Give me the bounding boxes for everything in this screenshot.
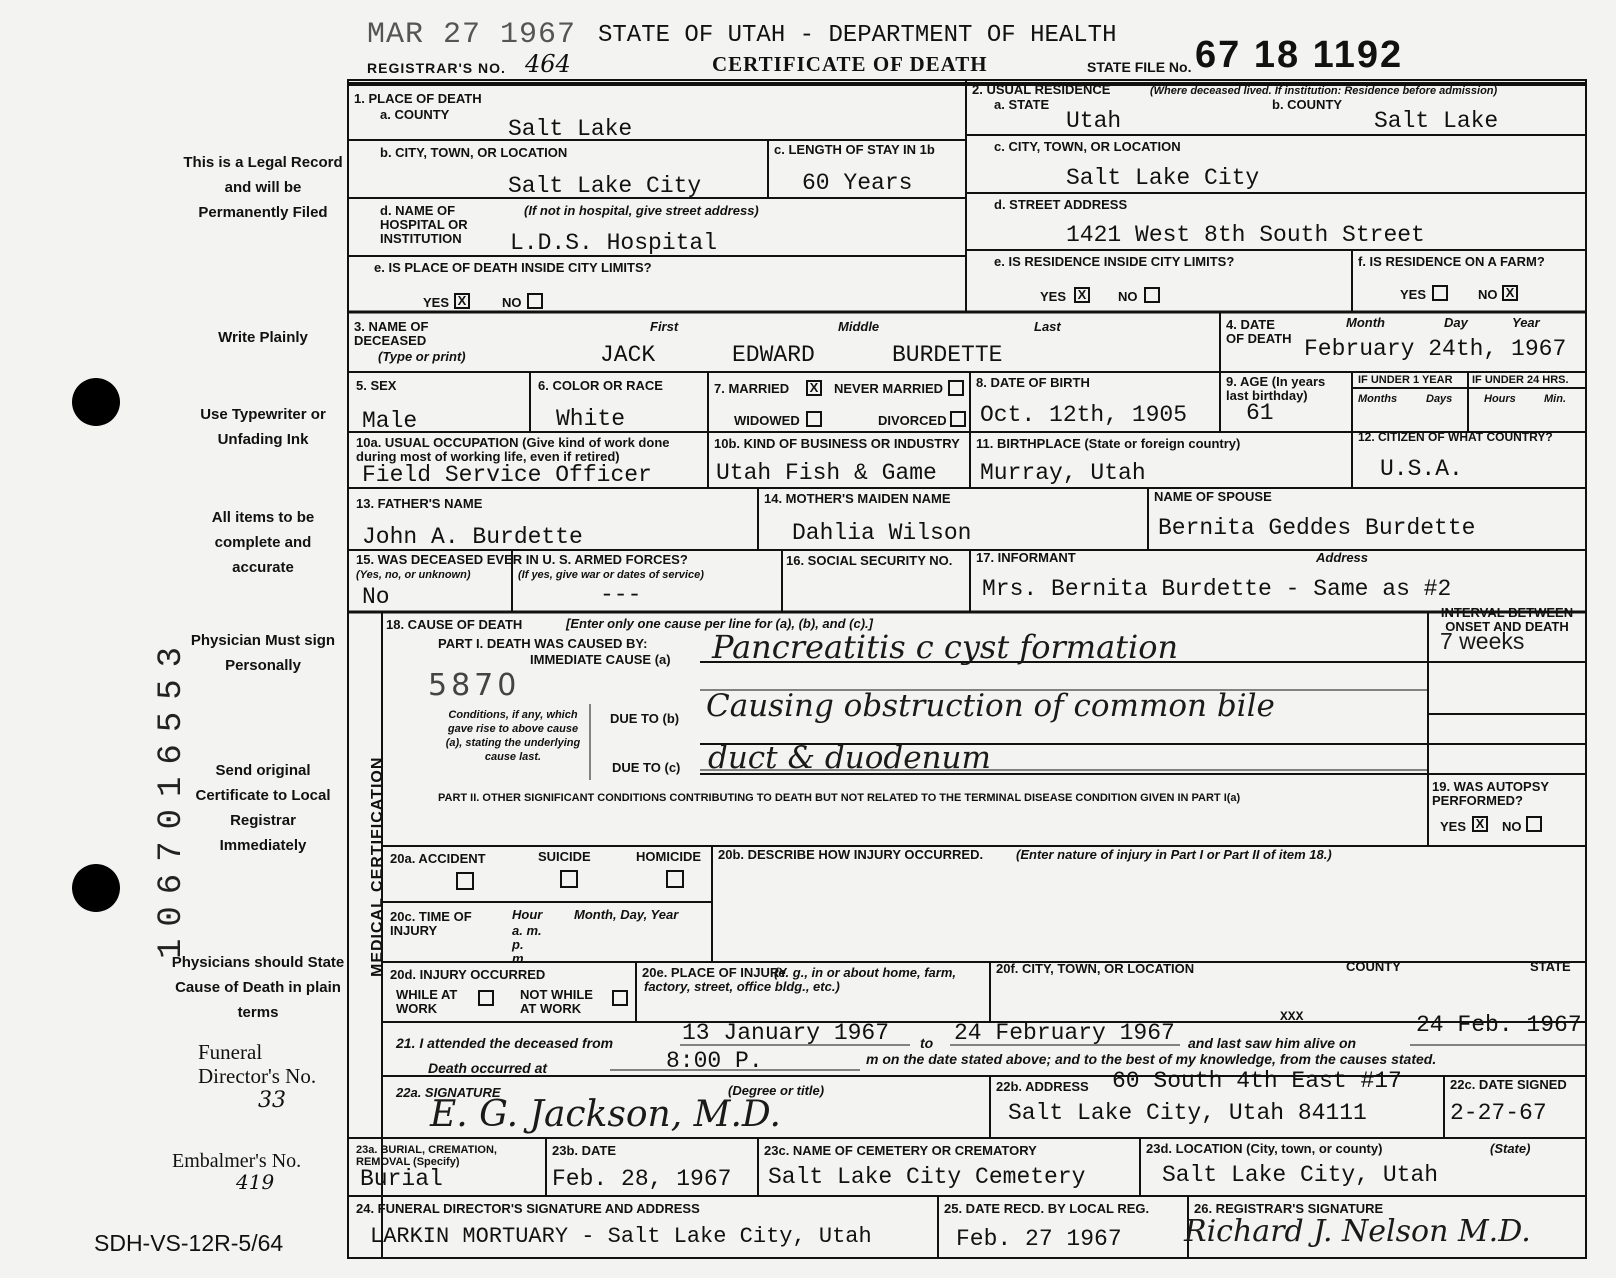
birthplace: Murray, Utah: [980, 460, 1146, 486]
widowed-label: WIDOWED: [734, 413, 800, 428]
middle-name-label: Middle: [838, 319, 880, 334]
mother-label: 14. MOTHER'S MAIDEN NAME: [764, 491, 951, 506]
disposition-label: 23a. BURIAL, CREMATION, REMOVAL (Specify): [356, 1144, 497, 1168]
disposition: Burial: [360, 1166, 443, 1192]
medical-certification-label: MEDICAL CERTIFICATION: [369, 756, 386, 977]
due-to-c: duct & duodenum: [708, 740, 991, 776]
typed-xxx: XXX: [1280, 1009, 1304, 1024]
sidebar-typewriter: Use Typewriter or Unfading Ink: [200, 406, 326, 448]
cemetery: Salt Lake City Cemetery: [768, 1164, 1086, 1190]
sidebar-cause-plain: Physicians should State Cause of Death in plain terms: [171, 954, 345, 1021]
middle-name: EDWARD: [732, 342, 815, 368]
race: White: [556, 406, 626, 432]
not-while-at-work-label: NOT WHILE AT WORK: [520, 987, 593, 1016]
injury-county-label: COUNTY: [1346, 959, 1401, 974]
injury-date-label: Month, Day, Year: [574, 907, 679, 922]
informant-label: 17. INFORMANT: [976, 550, 1076, 565]
first-name-label: First: [650, 319, 679, 334]
divorced-label: DIVORCED: [878, 413, 947, 428]
race-label: 6. COLOR OR RACE: [538, 378, 663, 393]
sidebar-legal: This is a Legal Record and will be Permanently Filed: [183, 154, 343, 221]
embalmer-no: 419: [236, 1170, 275, 1194]
residence-state-label: a. STATE: [994, 97, 1050, 112]
name-type-note: (Type or print): [378, 349, 466, 364]
armed-forces-dates: ---: [600, 582, 642, 608]
ssn-label: 16. SOCIAL SECURITY NO.: [786, 553, 953, 568]
accident-checkbox[interactable]: [456, 872, 474, 890]
cause-of-death-note: [Enter only one cause per line for (a), (b), and (c).]: [566, 616, 873, 631]
hours-label: Hours: [1484, 393, 1516, 405]
residence-limits-no-checkbox[interactable]: [1144, 287, 1160, 303]
name-of-deceased-label: 3. NAME OF DECEASED: [354, 319, 429, 348]
degree-label: (Degree or title): [728, 1083, 825, 1098]
minutes-label: Min.: [1544, 393, 1566, 405]
describe-injury-label: 20b. DESCRIBE HOW INJURY OCCURRED.: [718, 847, 984, 862]
residence-city-label: c. CITY, TOWN, OR LOCATION: [994, 139, 1181, 154]
married-label: 7. MARRIED: [714, 381, 790, 396]
ampm-label: a. m. p. m.: [512, 923, 542, 966]
residence-label: 2. USUAL RESIDENCE: [972, 82, 1111, 97]
sidebar-send-original: Send original Certificate to Local Registrar Immediately: [195, 762, 331, 854]
date-received: Feb. 27 1967: [956, 1226, 1122, 1252]
physician-signature: E. G. Jackson, M.D.: [430, 1094, 781, 1135]
agency-title: STATE OF UTAH - DEPARTMENT OF HEALTH: [598, 22, 1117, 49]
while-at-work-label: WHILE AT WORK: [396, 987, 458, 1016]
informant-address-label: Address: [1316, 550, 1369, 565]
funeral-director-no-label: Funeral Director's No.: [198, 1040, 317, 1088]
place-city-label: b. CITY, TOWN, OR LOCATION: [380, 145, 568, 160]
sidebar-complete: All items to be complete and accurate: [211, 509, 315, 576]
due-to-b-label: DUE TO (b): [610, 711, 680, 726]
physician-address-label: 22b. ADDRESS: [996, 1079, 1089, 1094]
place-limits-yes-checkbox[interactable]: X: [454, 293, 470, 309]
street-address: 1421 West 8th South Street: [1066, 222, 1425, 248]
hospital-note: (If not in hospital, give street address): [524, 203, 759, 218]
funeral-director-no: 33: [258, 1088, 286, 1113]
last-seen-date: 24 Feb. 1967: [1416, 1012, 1582, 1038]
armed-forces-label: 15. WAS DECEASED EVER IN U. S. ARMED FORCES?: [356, 552, 688, 567]
form-title: CERTIFICATE OF DEATH: [712, 52, 988, 76]
father-name: John A. Burdette: [362, 524, 583, 550]
citizen-label: 12. CITIZEN OF WHAT COUNTRY?: [1358, 430, 1553, 444]
autopsy-yes-label: YES: [1440, 819, 1467, 834]
place-county-label: a. COUNTY: [380, 107, 450, 122]
state-file-label: STATE FILE No.: [1087, 59, 1192, 75]
due-to-c-label: DUE TO (c): [612, 760, 681, 775]
interval-label: INTERVAL BETWEEN ONSET AND DEATH: [1440, 605, 1574, 634]
immediate-cause-label: IMMEDIATE CAUSE (a): [530, 652, 671, 667]
residence-state: Utah: [1066, 108, 1122, 134]
cemetery-location: Salt Lake City, Utah: [1162, 1162, 1439, 1188]
death-day-label: Day: [1444, 315, 1468, 330]
date-signed: 2-27-67: [1450, 1100, 1547, 1126]
part2-label: PART II. OTHER SIGNIFICANT CONDITIONS CONTRIBUTING TO DEATH BUT NOT RELATED TO THE TERMINAL DISEASE CONDITION GIVEN IN PART I(a): [438, 792, 1241, 804]
farm-yes-checkbox[interactable]: [1432, 285, 1448, 301]
interval: 7 weeks: [1440, 628, 1525, 654]
last-name: BURDETTE: [892, 342, 1003, 368]
funeral-director: LARKIN MORTUARY - Salt Lake City, Utah: [370, 1224, 872, 1249]
residence-city: Salt Lake City: [1066, 165, 1260, 191]
autopsy-yes-checkbox[interactable]: X: [1472, 816, 1488, 832]
business-label: 10b. KIND OF BUSINESS OR INDUSTRY: [714, 436, 960, 451]
autopsy-no-checkbox[interactable]: [1526, 816, 1542, 832]
death-time: 8:00 P.: [666, 1048, 763, 1074]
last-saw-label: and last saw him alive on: [1188, 1035, 1357, 1051]
residence-county: Salt Lake: [1374, 108, 1499, 134]
farm-no-checkbox[interactable]: X: [1502, 285, 1518, 301]
never-married-label: NEVER MARRIED: [834, 381, 944, 396]
business: Utah Fish & Game: [716, 460, 937, 486]
citizen: U.S.A.: [1380, 456, 1463, 482]
date-of-death: February 24th, 1967: [1304, 336, 1567, 362]
residence-city-limits-label: e. IS RESIDENCE INSIDE CITY LIMITS?: [994, 254, 1235, 269]
sex: Male: [362, 408, 418, 434]
vertical-serial-number: 1067016553: [153, 634, 191, 959]
father-label: 13. FATHER'S NAME: [356, 496, 483, 511]
injury-city-label: 20f. CITY, TOWN, OR LOCATION: [996, 961, 1195, 976]
last-name-label: Last: [1034, 319, 1061, 334]
registrar-no-label: REGISTRAR'S NO.: [367, 60, 506, 76]
age-label: 9. AGE (In years last birthday): [1226, 374, 1326, 403]
never-married-checkbox[interactable]: [948, 380, 964, 396]
attended-label: 21. I attended the deceased from: [396, 1035, 614, 1051]
mother-maiden-name: Dahlia Wilson: [792, 520, 972, 546]
attended-from: 13 January 1967: [682, 1020, 890, 1046]
homicide-checkbox[interactable]: [666, 870, 684, 888]
physician-address-line1: 60 South 4th East #17: [1112, 1068, 1402, 1094]
death-occurred-label: Death occurred at: [428, 1060, 548, 1076]
while-at-work-checkbox[interactable]: [478, 990, 494, 1006]
residence-limits-yes-checkbox[interactable]: X: [1074, 287, 1090, 303]
death-occurred-tail: m on the date stated above; and to the best of my knowledge, from the causes stated.: [866, 1051, 1437, 1067]
injury-occurred-label: 20d. INJURY OCCURRED: [390, 967, 546, 982]
funeral-director-label: 24. FUNERAL DIRECTOR'S SIGNATURE AND ADDRESS: [356, 1201, 700, 1216]
hospital-label: d. NAME OF HOSPITAL OR INSTITUTION: [380, 203, 468, 246]
hospital-name: L.D.S. Hospital: [510, 230, 718, 256]
autopsy-label: 19. WAS AUTOPSY PERFORMED?: [1432, 779, 1549, 808]
injury-state-label: STATE: [1530, 959, 1571, 974]
registrar-signature: Richard J. Nelson M.D.: [1184, 1214, 1531, 1249]
death-year-label: Year: [1512, 315, 1540, 330]
embalmer-no-label: Embalmer's No.: [172, 1150, 302, 1172]
sidebar-write-plainly: Write Plainly: [218, 329, 308, 346]
due-to-b: Causing obstruction of common bile: [706, 688, 1275, 724]
cemetery-label: 23c. NAME OF CEMETERY OR CREMATORY: [764, 1143, 1037, 1158]
occupation: Field Service Officer: [362, 462, 652, 488]
farm-label: f. IS RESIDENCE ON A FARM?: [1358, 254, 1545, 269]
cemetery-state-label: (State): [1490, 1141, 1531, 1156]
registrar-no: 464: [525, 50, 571, 78]
registrar-signature-label: 26. REGISTRAR'S SIGNATURE: [1194, 1201, 1384, 1216]
state-file-number: 67 18 1192: [1195, 34, 1404, 76]
death-month-label: Month: [1346, 315, 1385, 330]
occupation-label: 10a. USUAL OCCUPATION (Give kind of work done during most of working life, even if retired): [356, 435, 670, 464]
date-received-label: 25. DATE RECD. BY LOCAL REG.: [944, 1201, 1150, 1216]
accident-label: 20a. ACCIDENT: [390, 851, 486, 866]
part1-label: PART I. DEATH WAS CAUSED BY:: [438, 636, 648, 651]
spouse-label: NAME OF SPOUSE: [1154, 489, 1272, 504]
length-of-stay-label: c. LENGTH OF STAY IN 1b: [774, 142, 935, 157]
informant: Mrs. Bernita Burdette - Same as #2: [982, 576, 1452, 602]
suicide-label: SUICIDE: [538, 849, 591, 864]
residence-note: (Where deceased lived. If institution: Residence before admission): [1150, 85, 1498, 97]
physician-address-line2: Salt Lake City, Utah 84111: [1008, 1100, 1367, 1126]
homicide-label: HOMICIDE: [636, 849, 701, 864]
burial-date: Feb. 28, 1967: [552, 1166, 732, 1192]
place-of-injury-note: (e. g., in or about home, farm, factory, street, office bldg., etc.): [644, 965, 957, 994]
widowed-checkbox[interactable]: [806, 411, 822, 427]
place-of-death-label: 1. PLACE OF DEATH: [354, 91, 482, 106]
under-24-hrs-label: IF UNDER 24 HRS.: [1472, 374, 1569, 386]
residence-county-label: b. COUNTY: [1272, 97, 1343, 112]
sex-label: 5. SEX: [356, 378, 397, 393]
date-of-death-label: 4. DATE OF DEATH: [1226, 317, 1292, 346]
farm-yes-label: YES: [1400, 287, 1427, 302]
place-limits-no-label: NO: [502, 295, 522, 310]
place-of-injury-label: 20e. PLACE OF INJURY: [642, 965, 788, 980]
married-checkbox[interactable]: X: [806, 380, 822, 396]
sidebar-physician-sign: Physician Must sign Personally: [190, 632, 336, 674]
place-county: Salt Lake: [508, 116, 633, 142]
place-limits-no-checkbox[interactable]: [527, 293, 543, 309]
divorced-checkbox[interactable]: [950, 411, 966, 427]
cemetery-location-label: 23d. LOCATION (City, town, or county): [1146, 1141, 1383, 1156]
immediate-cause: Pancreatitis c cyst formation: [712, 628, 1179, 666]
spouse-name: Bernita Geddes Burdette: [1158, 515, 1476, 541]
burial-date-label: 23b. DATE: [552, 1143, 617, 1158]
cause-of-death-label: 18. CAUSE OF DEATH: [386, 617, 523, 632]
days-label: Days: [1426, 393, 1453, 405]
place-city-limits-label: e. IS PLACE OF DEATH INSIDE CITY LIMITS?: [374, 260, 652, 275]
months-label: Months: [1358, 393, 1398, 405]
armed-note-yes-no: (Yes, no, or unknown): [356, 569, 471, 581]
form-code: SDH-VS-12R-5/64: [94, 1230, 284, 1256]
punch-hole-bottom: [72, 864, 120, 912]
hour-label: Hour: [512, 907, 543, 922]
first-name: JACK: [600, 342, 656, 368]
describe-injury-note: (Enter nature of injury in Part I or Part II of item 18.): [1016, 847, 1332, 862]
place-limits-yes-label: YES: [423, 295, 450, 310]
age: 61: [1246, 400, 1274, 426]
dob-label: 8. DATE OF BIRTH: [976, 375, 1090, 390]
armed-forces: No: [362, 584, 390, 610]
time-of-injury-label: 20c. TIME OF INJURY: [390, 909, 472, 938]
place-city: Salt Lake City: [508, 173, 702, 199]
attended-to-label: to: [920, 1035, 934, 1051]
cause-code: 5870: [428, 668, 521, 703]
under-1-year-label: IF UNDER 1 YEAR: [1358, 374, 1453, 386]
attended-to: 24 February 1967: [954, 1020, 1175, 1046]
signature-label: 22a. SIGNATURE: [396, 1085, 501, 1100]
street-address-label: d. STREET ADDRESS: [994, 197, 1128, 212]
conditions-note: Conditions, if any, which gave rise to above cause (a), stating the underlying cause last.: [445, 709, 581, 763]
birthplace-label: 11. BIRTHPLACE (State or foreign country): [976, 436, 1241, 451]
armed-note-dates: (If yes, give war or dates of service): [518, 569, 704, 581]
not-while-at-work-checkbox[interactable]: [612, 990, 628, 1006]
received-stamp: MAR 27 1967: [367, 18, 577, 52]
length-of-stay: 60 Years: [802, 170, 913, 196]
date-of-birth: Oct. 12th, 1905: [980, 402, 1188, 428]
farm-no-label: NO: [1478, 287, 1498, 302]
date-signed-label: 22c. DATE SIGNED: [1450, 1077, 1567, 1092]
residence-limits-no-label: NO: [1118, 289, 1138, 304]
punch-hole-top: [72, 378, 120, 426]
autopsy-no-label: NO: [1502, 819, 1522, 834]
residence-limits-yes-label: YES: [1040, 289, 1067, 304]
suicide-checkbox[interactable]: [560, 870, 578, 888]
